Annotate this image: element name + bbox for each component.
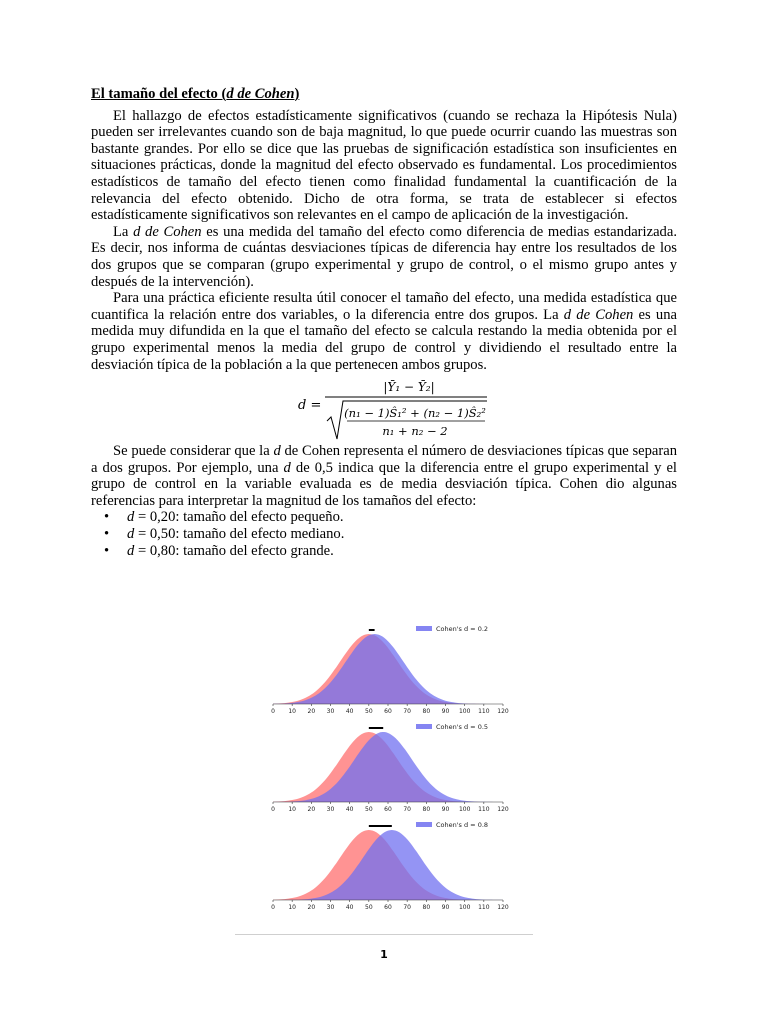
paragraph-2 xyxy=(91,224,677,290)
cohen-d-formula xyxy=(91,377,677,443)
x-tick-label: 120 xyxy=(497,806,509,813)
formula-graphic xyxy=(291,377,491,443)
legend-swatch xyxy=(416,626,432,631)
x-tick-label: 60 xyxy=(384,708,392,715)
x-tick-label: 50 xyxy=(365,708,373,715)
list-item xyxy=(127,509,677,526)
chart-panel xyxy=(271,723,509,813)
formula-lhs: d = xyxy=(298,398,322,414)
para3-rest: es una medida muy difundida en la que el tamaño del efecto se calcula restando la media obtenida por el grupo experimental menos la media del grupo de control y dividiendo el resultado entre la desviación típica de la población a la que pertenecen ambos grupos. xyxy=(91,306,677,373)
x-tick-label: 50 xyxy=(365,806,373,813)
x-tick-label: 100 xyxy=(458,806,471,813)
x-tick-label: 110 xyxy=(478,806,490,813)
para3-italic: d de Cohen xyxy=(563,306,634,323)
x-tick-label: 90 xyxy=(441,904,450,911)
legend-label: Cohen's d = 0.2 xyxy=(436,625,489,633)
section-heading xyxy=(91,86,677,103)
document-body xyxy=(91,86,677,559)
legend-label: Cohen's d = 0.5 xyxy=(436,723,489,731)
bullet-text: = 0,80: tamaño del efecto grande. xyxy=(134,542,334,559)
x-tick-label: 0 xyxy=(271,904,275,911)
legend-label: Cohen's d = 0.8 xyxy=(436,821,489,829)
chart-panel xyxy=(271,625,509,715)
x-tick-label: 20 xyxy=(307,904,316,911)
x-tick-label: 80 xyxy=(422,806,431,813)
legend-swatch xyxy=(416,724,432,729)
para2-italic: d de Cohen xyxy=(133,223,202,240)
paragraph-3 xyxy=(91,290,677,373)
x-tick-label: 10 xyxy=(288,708,296,715)
x-tick-label: 20 xyxy=(307,708,316,715)
para3-lead: Para una práctica eficiente resulta útil conocer el tamaño del efecto, una medida estadística que cuantifica la relación entre dos variables, o la diferencia entre dos grupos. La xyxy=(91,290,677,323)
x-tick-label: 10 xyxy=(288,806,296,813)
formula-under-numerator: (n₁ − 1)Ŝ₁² + (n₂ − 1)Ŝ₂² xyxy=(344,406,486,421)
x-tick-label: 120 xyxy=(497,708,509,715)
x-tick-label: 90 xyxy=(441,806,450,813)
para4-italic: d xyxy=(273,443,281,460)
bullet-var: d xyxy=(127,542,135,559)
para4-lead: Se puede considerar que la xyxy=(113,443,274,460)
paragraph-1: El hallazgo de efectos estadísticamente significativos (cuando se rechaza la Hipótesis Nula) pueden ser irrelevantes cuando son de baja magnitud, lo que puede ocurrir cuando las muestras son bastante grandes. Por ello se dice que las pruebas de significación estadística son insuficientes en situaciones prácticas, donde la magnitud del efecto observado es fundamental. Los procedimientos estadísticos de tamaño del efecto tienen como finalidad fundamental la cuantificación de la relevancia del efecto obtenido. Dicho de otra forma, se trata de establecer si efectos estadísticamente significativos son relevantes en el campo de aplicación de la investigación. xyxy=(91,107,677,224)
bullet-text: = 0,50: tamaño del efecto mediano. xyxy=(134,526,345,543)
list-item xyxy=(127,543,677,560)
x-tick-label: 0 xyxy=(271,806,275,813)
para4-italic2: d xyxy=(283,459,291,476)
experimental-group-curve xyxy=(273,634,503,704)
x-tick-label: 70 xyxy=(403,806,411,813)
footer-rule xyxy=(235,934,533,935)
x-tick-label: 110 xyxy=(478,904,490,911)
x-tick-label: 70 xyxy=(403,904,411,911)
para2-rest: es una medida del tamaño del efecto como diferencia de medias estandarizada. Es decir, nos informa de cuántas desviaciones típicas de diferencia hay entre los resultados de los dos grupos que se comparan (grupo experimental y grupo de control, o el mismo grupo antes y después de la intervención). xyxy=(91,223,677,290)
heading-suffix: ) xyxy=(294,86,300,102)
bullet-var: d xyxy=(127,526,135,543)
x-tick-label: 60 xyxy=(384,904,392,911)
x-tick-label: 40 xyxy=(345,806,354,813)
x-tick-label: 60 xyxy=(384,806,392,813)
experimental-group-curve xyxy=(273,732,503,802)
x-tick-label: 30 xyxy=(326,904,335,911)
x-tick-label: 90 xyxy=(441,708,450,715)
formula-numerator: |Ȳ₁ − Ȳ₂| xyxy=(383,380,435,395)
x-tick-label: 110 xyxy=(478,708,490,715)
x-tick-label: 40 xyxy=(345,708,354,715)
paragraph-4 xyxy=(91,443,677,509)
x-tick-label: 40 xyxy=(345,904,354,911)
bullet-text: = 0,20: tamaño del efecto pequeño. xyxy=(134,509,344,526)
heading-italic: d de Cohen xyxy=(226,86,295,102)
x-tick-label: 100 xyxy=(458,904,471,911)
x-tick-label: 120 xyxy=(497,904,509,911)
x-tick-label: 30 xyxy=(326,806,335,813)
x-tick-label: 80 xyxy=(422,708,431,715)
x-tick-label: 50 xyxy=(365,904,373,911)
heading-underline xyxy=(91,86,299,102)
cohen-d-figure xyxy=(235,588,533,932)
x-tick-label: 10 xyxy=(288,904,296,911)
x-tick-label: 100 xyxy=(458,708,471,715)
page-number: 1 xyxy=(380,948,388,961)
bullet-var: d xyxy=(127,509,135,526)
x-tick-label: 0 xyxy=(271,708,275,715)
x-tick-label: 30 xyxy=(326,708,335,715)
x-tick-label: 20 xyxy=(307,806,316,813)
legend-swatch xyxy=(416,822,432,827)
list-item xyxy=(127,526,677,543)
para2-lead: La xyxy=(113,223,134,240)
para4-mid: de Cohen representa el número de desviaciones típicas que separan a dos grupos. Por ejemplo, una xyxy=(91,443,678,476)
chart-panel xyxy=(271,821,509,911)
cohen-d-charts xyxy=(235,588,533,932)
para4-rest: de 0,5 indica que la diferencia entre el grupo experimental y el grupo de control en la variable evaluada es de media desviación típica. Cohen dio algunas referencias para interpretar la magnitud de los tamaños del efecto: xyxy=(91,459,677,509)
heading-prefix: El tamaño del efecto ( xyxy=(91,86,227,102)
effect-size-list xyxy=(91,509,677,559)
x-tick-label: 70 xyxy=(403,708,411,715)
formula-under-denominator: n₁ + n₂ − 2 xyxy=(382,424,448,439)
x-tick-label: 80 xyxy=(422,904,431,911)
experimental-group-curve xyxy=(273,830,503,900)
